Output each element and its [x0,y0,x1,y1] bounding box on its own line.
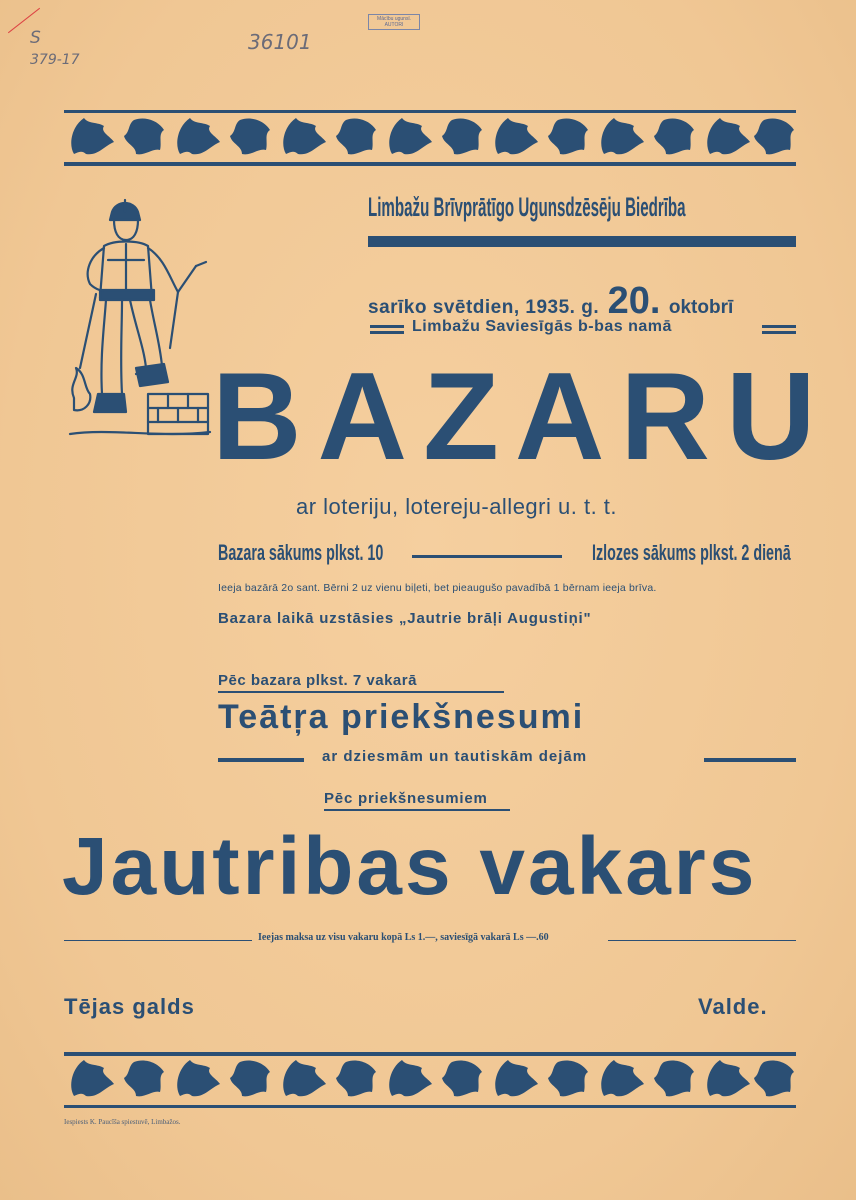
after-bazaar: Pēc bazara plkst. 7 vakarā [218,672,417,689]
archive-stamp: Mācību ugunsl. AUTORI [368,14,420,30]
after-performances: Pēc priekšnesumiem [324,790,488,807]
subhead: ar loteriju, lotereju-allegri u. t. t. [296,494,618,519]
date-line [368,280,798,323]
theatre-subtitle: ar dziesmām un tautiskām dejām [322,748,588,765]
venue-bar-right-1 [762,325,796,328]
date-day: 20. [607,280,661,322]
board-signature: Valde. [698,994,768,1019]
fee-rule-right [608,940,796,941]
entry-info: Ieeja bazārā 2o sant. Bērni 2 uz vienu biļeti, bet pieaugušo pavadībā 1 bērnam ieeja brīva. [218,582,657,594]
fee-rule-left [64,940,252,941]
corner-number: 379-17 [30,52,80,68]
theatre-sub-bar-left [218,758,304,762]
headline: BAZARU [212,348,832,486]
times-divider [412,555,562,558]
venue-text: Limbažu Saviesīgās b-bas namā [412,318,672,335]
venue-bar-left-2 [370,331,404,334]
oak-leaf-border-top [64,110,796,166]
date-prefix: sarīko svētdien, 1935. g. [368,297,600,318]
firefighter-illustration [60,198,220,448]
date-month: oktobrī [668,297,734,318]
fun-evening-title: Jautribas vakars [62,821,758,912]
printer-credit: Iespiests K. Paucīša spiestuvē, Limbažos. [64,1118,181,1126]
tea-table: Tējas galds [64,994,195,1019]
lottery-start: Izlozes sākums plkst. 2 dienā [592,540,791,565]
society-name: Limbažu Brīvprātīgo Ugunsdzēsēju Biedrība [368,192,686,222]
theatre-title: Teātŗa priekšnesumi [218,698,585,736]
after-bazaar-underline [218,691,504,693]
corner-code: S [30,28,41,48]
venue-bar-right-2 [762,331,796,334]
theatre-sub-bar-right [704,758,796,762]
after-performances-underline [324,809,510,811]
bazaar-start: Bazara sākums plkst. 10 [218,540,384,565]
oak-leaf-border-bottom [64,1052,796,1108]
performance-info: Bazara laikā uzstāsies „Jautrie brāļi Augustiņi" [218,610,592,627]
venue-bar-left-1 [370,325,404,328]
society-underline [368,236,796,247]
fee-line: Ieejas maksa uz visu vakaru kopā Ls 1.—, saviesīgā vakarā Ls —.60 [258,932,549,943]
inventory-number: 36101 [248,30,312,54]
